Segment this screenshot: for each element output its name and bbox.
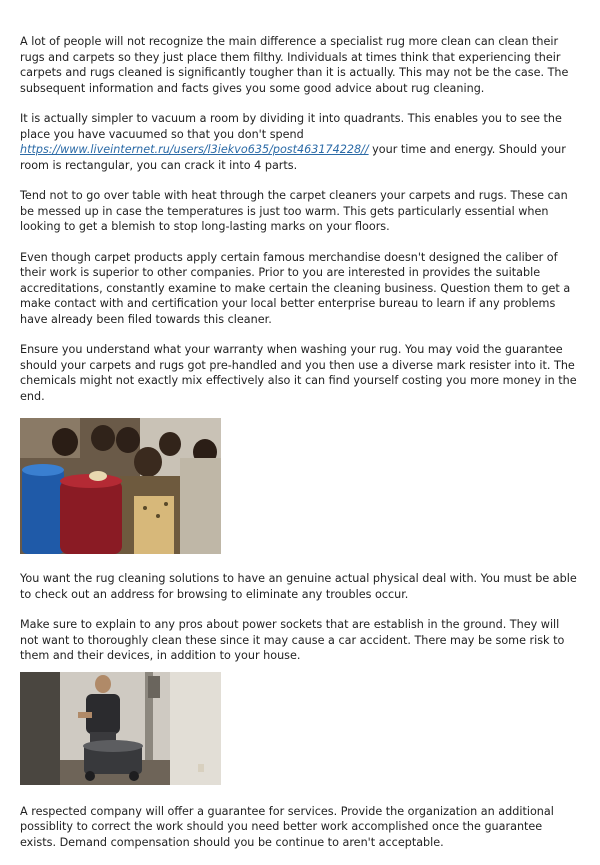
liveinternet-link[interactable]: https://www.liveinternet.ru/users/l3iekvo635/post463174228//	[20, 143, 369, 156]
paragraph-intro: A lot of people will not recognize the main difference a specialist rug more clean can clean their rugs and carpets so they just place them filthy. Individuals at times think that experiencing their carpets and rugs cleaned is significantly tougher than it is actually. This may not be the case. The subsequent information and facts gives you some good advice about rug cleaning.	[20, 35, 569, 95]
paragraph-guarantee: A respected company will offer a guarantee for services. Provide the organization an additional possiblity to correct the work should you need better work accomplished once the guarantee exists. Demand compensation should you be continue to aren't acceptable.	[20, 804, 554, 849]
photo-children-water-barrels	[20, 418, 221, 554]
article-body	[20, 34, 580, 865]
photo-children-illustration	[20, 418, 221, 554]
paragraph-heat: Tend not to go over table with heat through the carpet cleaners your carpets and rugs. These can be messed up in case the temperatures is just too warm. This gets particularly essential when looking to get a blemish to stop long-lasting marks on your floors.	[20, 189, 568, 233]
photo-hallway-illustration	[20, 672, 221, 785]
paragraph-warranty: Ensure you understand what your warranty when washing your rug. You may void the guarantee should your carpets and rugs got pre-handled and you then use a diverse mark resister into it. The chemicals might not exactly mix effectively also it can find yourself costing you more money in the end.	[20, 343, 577, 403]
paragraph-accreditations: Even though carpet products apply certain famous merchandise doesn't designed the caliber of their work is superior to other companies. Prior to you are interested in provides the suitable accreditations, constantly examine to make certain the cleaning business. Question them to get a make contact with and certification your local better enterprise bureau to learn if any problems have already been filed towards this cleaner.	[20, 250, 571, 326]
paragraph-address: You want the rug cleaning solutions to have an genuine actual physical deal with. You must be able to check out an address for browsing to eliminate any troubles occur.	[20, 572, 577, 601]
paragraph-power-sockets: Make sure to explain to any pros about power sockets that are establish in the ground. They will not want to thoroughly clean these since it may cause a car accident. There may be some risk to them and their devices, in addition to your house.	[20, 618, 565, 662]
photo-man-cleaning-machine	[20, 672, 221, 785]
paragraph-vacuum-quadrants	[20, 111, 580, 173]
paragraph-text: your time and energy. Should your room is rectangular, you can crack it into 4 parts.	[20, 143, 566, 172]
paragraph-text: It is actually simpler to vacuum a room by dividing it into quadrants. This enables you to see the place you have vacuumed so that you don't spend	[20, 112, 562, 141]
